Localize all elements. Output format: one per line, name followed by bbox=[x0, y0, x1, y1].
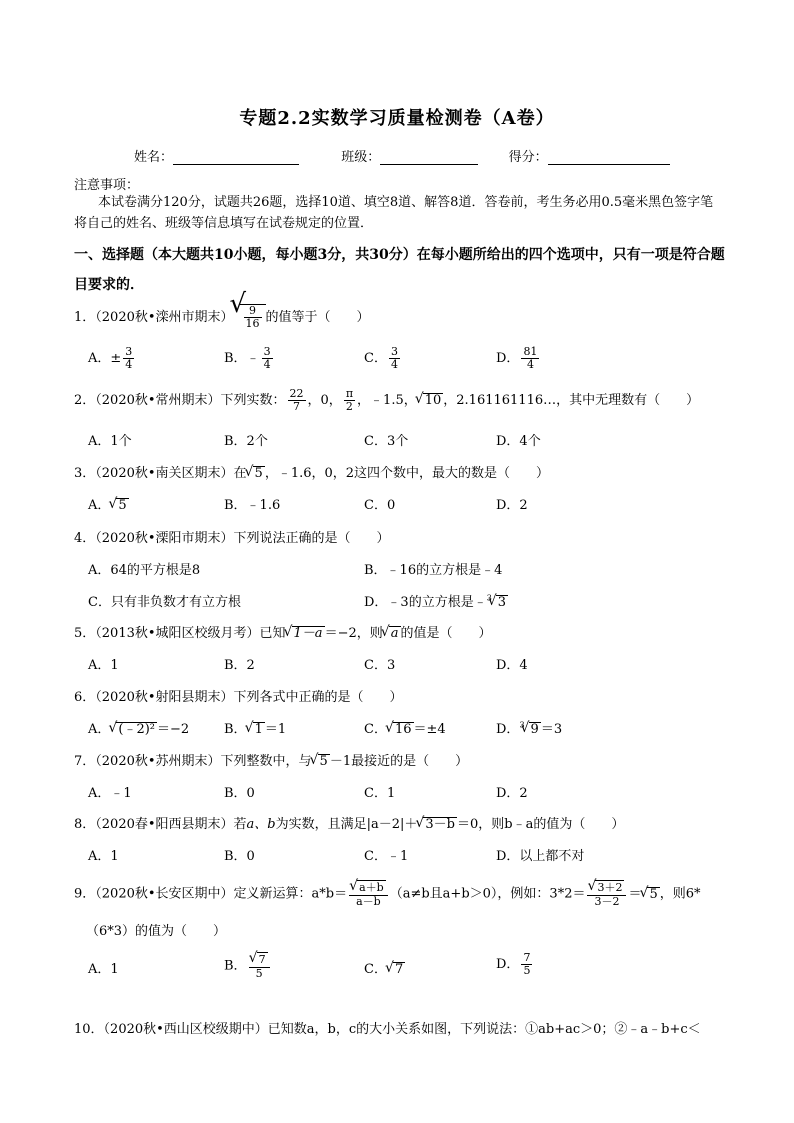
q8-option-d[interactable]: D．以上都不对 bbox=[496, 849, 585, 864]
question-8: 8．（2020春•阳西县期末）若a、b为实数，且满足|a－2|＋√ 3－b ＝0，则b﹣a的值为（ ） bbox=[74, 813, 624, 832]
score-blank[interactable] bbox=[548, 150, 670, 165]
name-label: 姓名： bbox=[134, 150, 174, 165]
q1-option-b[interactable]: B．﹣ $\frac{3}{4}$ bbox=[224, 345, 271, 371]
q2-option-d[interactable]: D．4个 bbox=[496, 434, 541, 449]
q9-option-c[interactable]: C．√ 7 bbox=[364, 958, 405, 977]
q7-option-d[interactable]: D．2 bbox=[496, 786, 528, 801]
q2-option-a[interactable]: A．1个 bbox=[88, 434, 132, 449]
question-2: 2．（2020秋•常州期末）下列实数： $\frac{22}{7}$ ，0， $\frac{\pi}{2}$ ，﹣1.5，√ 10 ，2.161161116…，其中无理数有（ ） bbox=[74, 388, 699, 413]
q5-option-c[interactable]: C．3 bbox=[364, 658, 396, 673]
question-10: 10．（2020秋•西山区校级期中）已知数a，b，c的大小关系如图，下列说法：①ab+ac＞0；②﹣a﹣b+c＜ bbox=[74, 1022, 701, 1037]
q1-option-d[interactable]: D． $\frac{81}{4}$ bbox=[496, 345, 538, 371]
notes-body: 本试卷满分120分，试题共26题，选择10道、填空8道、解答8道．答卷前，考生务必用0.5毫米黑色签字笔将自己的姓名、班级等信息填写在试卷规定的位置． bbox=[74, 195, 714, 231]
question-5: 5．（2013秋•城阳区校级月考）已知√ 1－a ＝−2，则√ a 的值是（ ） bbox=[74, 622, 492, 641]
class-blank[interactable] bbox=[380, 150, 478, 165]
sqrt-symbol: √ $\frac{9}{16}$ bbox=[240, 304, 266, 330]
q6-option-b[interactable]: B．√ 1 ＝1 bbox=[224, 718, 286, 737]
question-7: 7．（2020秋•苏州期末）下列整数中，与√ 5 －1最接近的是（ ） bbox=[74, 750, 468, 769]
q9-option-d[interactable]: D． $\frac{7}{5}$ bbox=[496, 951, 531, 977]
score-label: 得分： bbox=[508, 150, 548, 165]
q7-option-c[interactable]: C．1 bbox=[364, 786, 396, 801]
q3-option-c[interactable]: C．0 bbox=[364, 498, 396, 513]
page-title: 专题2.2实数学习质量检测卷（A卷） bbox=[239, 108, 555, 129]
q4-option-b[interactable]: B．﹣16的立方根是﹣4 bbox=[364, 563, 503, 578]
q6-option-d[interactable]: D．$^3$√ 9 ＝3 bbox=[496, 718, 562, 737]
q3-option-d[interactable]: D．2 bbox=[496, 498, 528, 513]
q8-option-c[interactable]: C．﹣1 bbox=[364, 849, 409, 864]
q7-option-b[interactable]: B．0 bbox=[224, 786, 255, 801]
q1-option-a[interactable]: A．± $\frac{3}{4}$ bbox=[88, 345, 133, 371]
q5-option-a[interactable]: A．1 bbox=[88, 658, 119, 673]
student-info-row bbox=[134, 146, 674, 165]
q8-option-b[interactable]: B．0 bbox=[224, 849, 255, 864]
q3-option-a[interactable]: A．√ 5 bbox=[88, 494, 129, 513]
question-9: 9．（2020秋•长安区期中）定义新运算：a*b＝ √ $\frac{a+b}{a-b}$ （a≠b且a+b＞0），例如：3*2＝ √ $\frac{3+2}{3-2}$ ＝√ 5 ，则6* bbox=[74, 880, 701, 908]
q2-option-c[interactable]: C．3个 bbox=[364, 434, 409, 449]
question-1: 1．（2020秋•滦州市期末） √ $\frac{9}{16}$ 的值等于（ ） bbox=[74, 304, 370, 330]
question-9-line2: （6*3）的值为（ ） bbox=[86, 924, 227, 939]
class-label: 班级： bbox=[341, 150, 381, 165]
q1-stem: 1．（2020秋•滦州市期末） bbox=[74, 310, 234, 325]
q7-option-a[interactable]: A．﹣1 bbox=[88, 786, 132, 801]
q9-option-a[interactable]: A．1 bbox=[88, 962, 119, 977]
q9-option-b[interactable]: B． √ $\frac{7}{5}$ bbox=[224, 952, 272, 980]
question-3: 3．（2020秋•南关区期末）在√ 5 ，﹣1.6，0，2这四个数中，最大的数是（ ） bbox=[74, 462, 549, 481]
q6-option-c[interactable]: C．√ 16 ＝±4 bbox=[364, 718, 446, 737]
q5-option-b[interactable]: B．2 bbox=[224, 658, 255, 673]
q4-option-c[interactable]: C．只有非负数才有立方根 bbox=[88, 595, 241, 610]
question-4: 4．（2020秋•溧阳市期末）下列说法正确的是（ ） bbox=[74, 531, 390, 546]
q4-option-a[interactable]: A．64的平方根是8 bbox=[88, 563, 201, 578]
q8-option-a[interactable]: A．1 bbox=[88, 849, 119, 864]
q1-option-c[interactable]: C． $\frac{3}{4}$ bbox=[364, 345, 398, 371]
question-6: 6．（2020秋•射阳县期末）下列各式中正确的是（ ） bbox=[74, 690, 403, 705]
name-blank[interactable] bbox=[173, 150, 299, 165]
q3-option-b[interactable]: B．﹣1.6 bbox=[224, 498, 281, 513]
q5-option-d[interactable]: D．4 bbox=[496, 658, 528, 673]
q4-option-d[interactable]: D．﹣3的立方根是﹣$^3$√ 3 bbox=[364, 591, 508, 610]
q6-option-a[interactable]: A．√ (﹣2)² ＝−2 bbox=[88, 718, 189, 737]
q2-option-b[interactable]: B．2个 bbox=[224, 434, 268, 449]
section-heading: 一、选择题（本大题共10小题，每小题3分，共30分）在每小题所给出的四个选项中，只有一项是符合题目要求的． bbox=[74, 247, 725, 293]
notes-heading: 注意事项： bbox=[74, 178, 140, 193]
